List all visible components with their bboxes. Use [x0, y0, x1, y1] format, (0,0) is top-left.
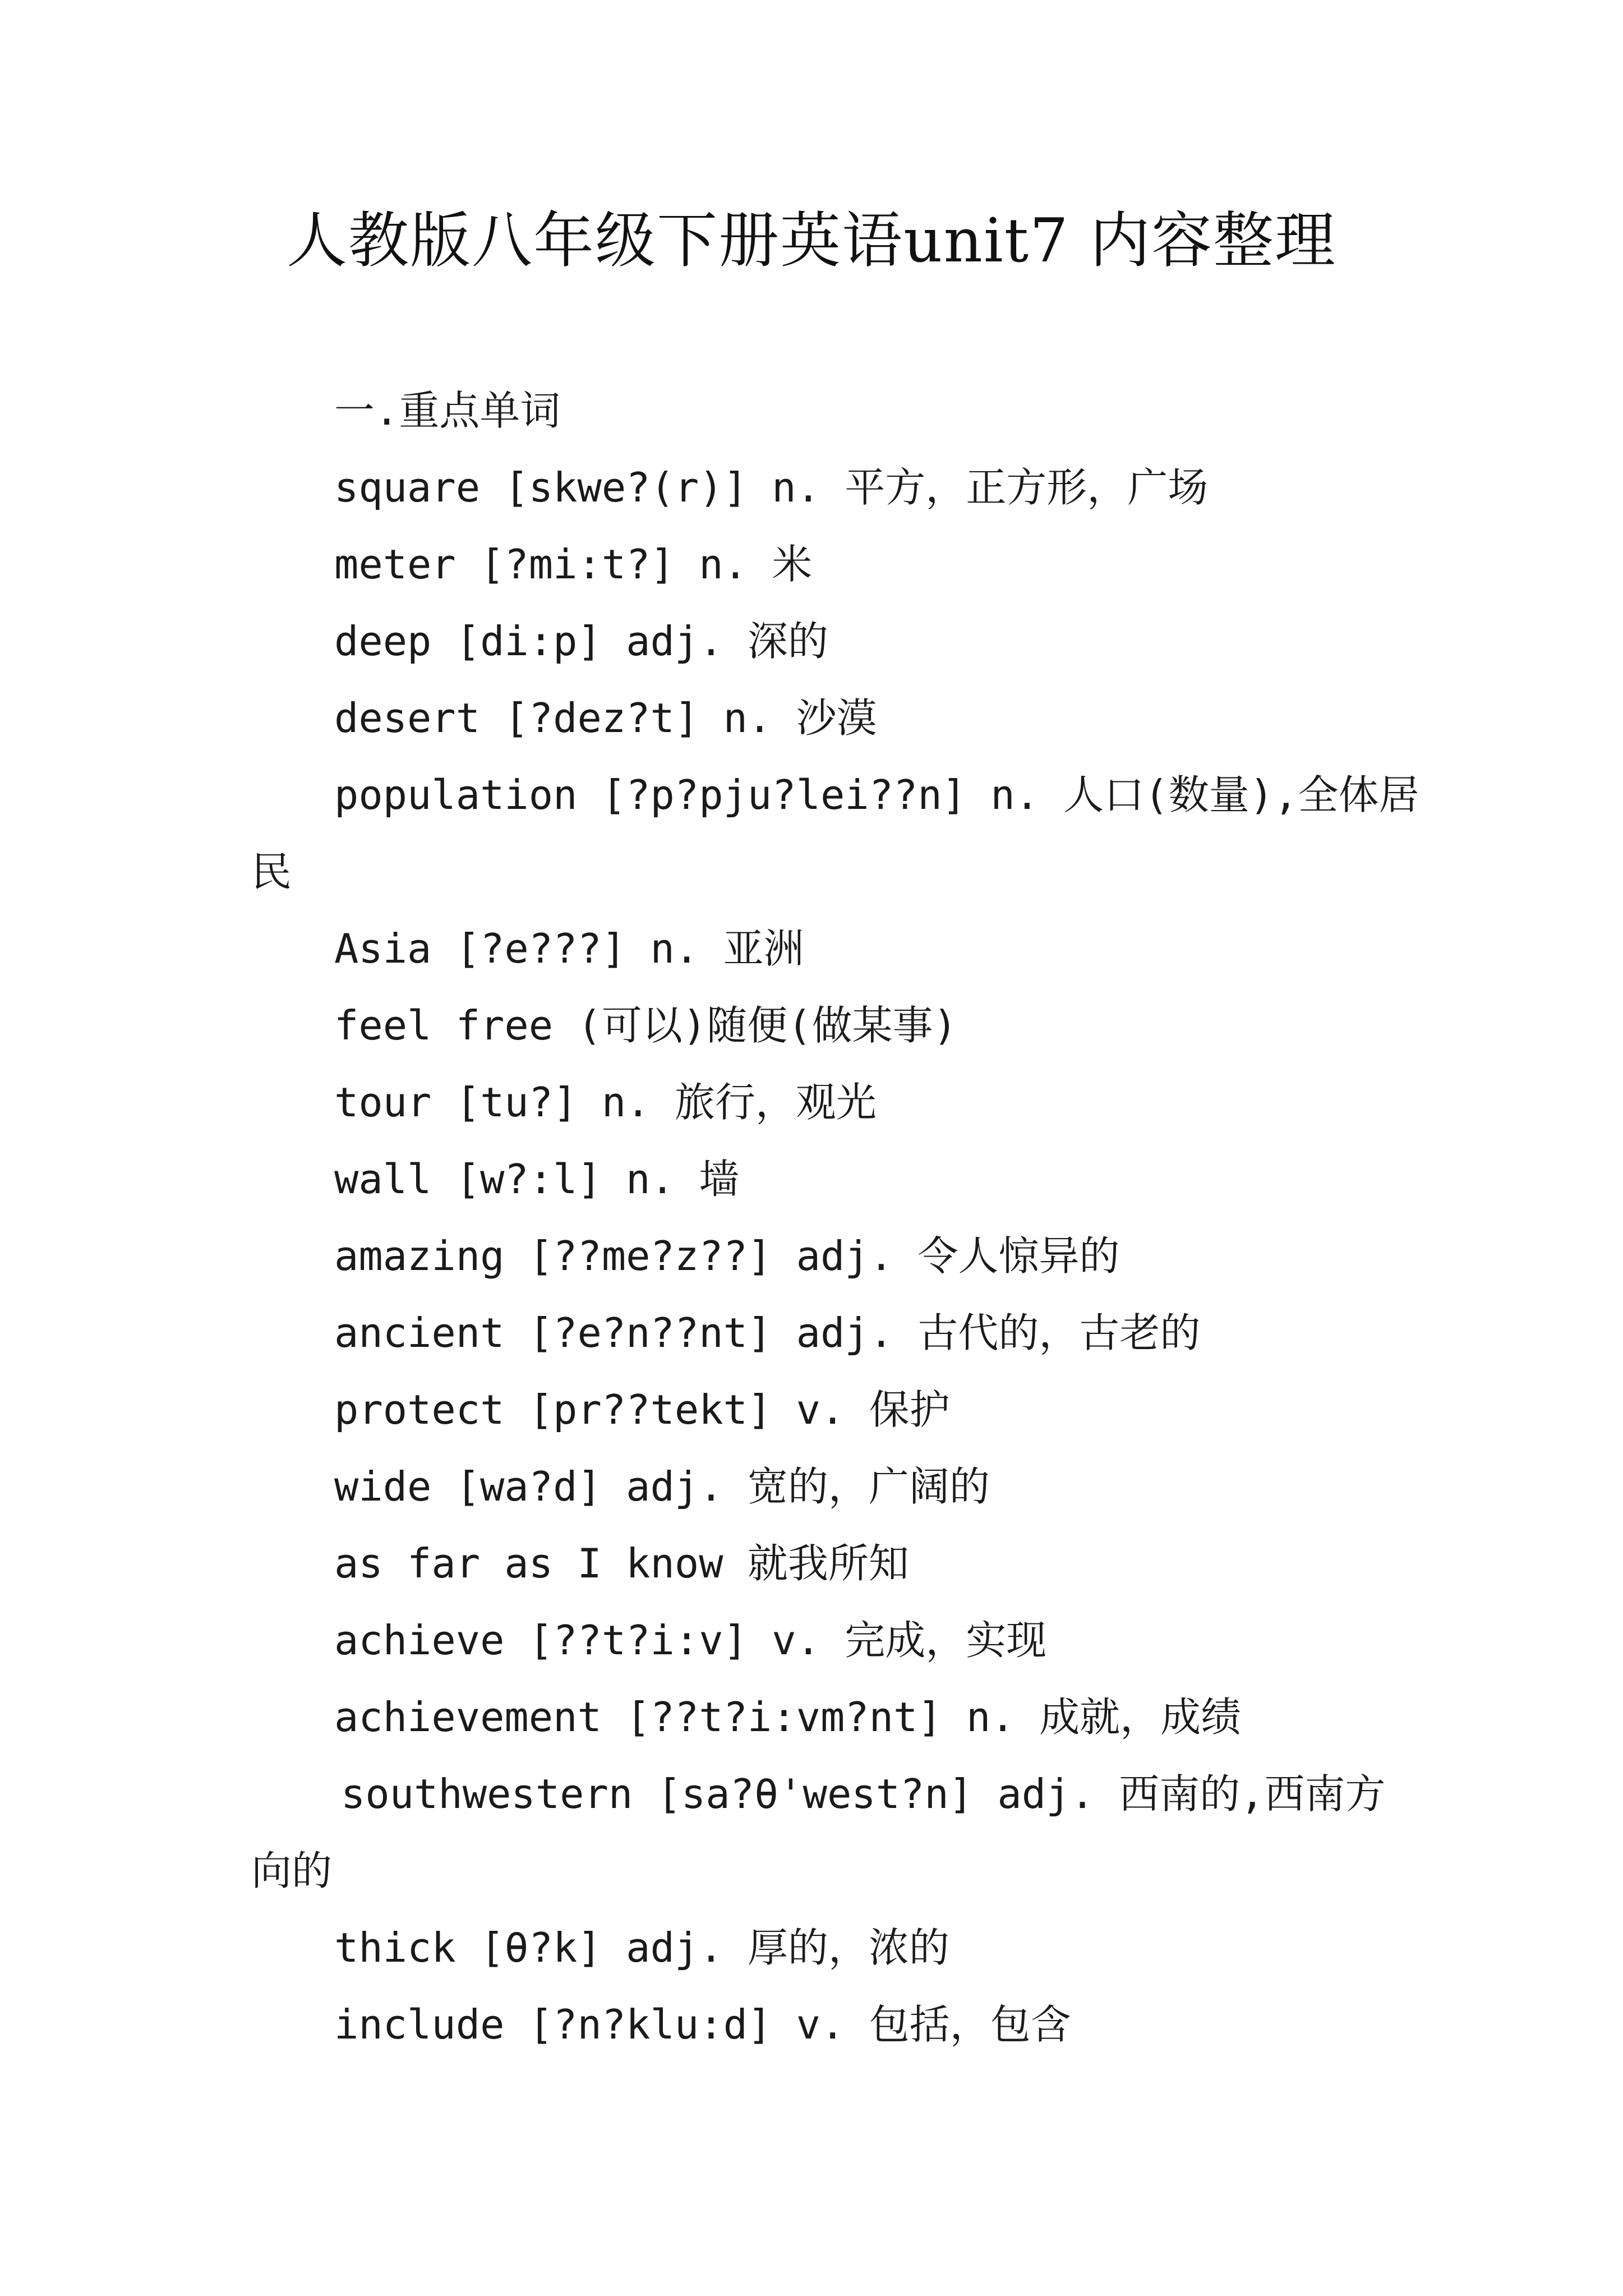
vocab-entry-include: include [?n?klu:d] v. 包括，包含 — [334, 2001, 1071, 2048]
vocab-entry-meter: meter [?mi:t?] n. 米 — [334, 541, 813, 588]
vocab-entry-southwestern: southwestern [sa?θ'west?n] adj. 西南的,西南方 — [341, 1770, 1386, 1818]
vocab-entry-population: population [?p?pju?lei??n] n. 人口(数量),全体居 — [334, 771, 1419, 818]
vocabulary-list — [251, 372, 1419, 2063]
vocab-entry-wide: wide [wa?d] adj. 宽的，广阔的 — [334, 1463, 990, 1510]
vocab-entry-southwestern-continued: 向的 — [251, 1847, 333, 1894]
vocab-entry-achievement: achievement [??t?i:vm?nt] n. 成就，成绩 — [334, 1694, 1242, 1741]
page-title: 人教版八年级下册英语unit7 内容整理 — [286, 206, 1337, 276]
vocab-entry-tour: tour [tu?] n. 旅行，观光 — [334, 1079, 877, 1126]
vocab-entry-achieve: achieve [??t?i:v] v. 完成，实现 — [334, 1617, 1047, 1664]
vocab-entry-amazing: amazing [??me?z??] adj. 令人惊异的 — [334, 1232, 1120, 1280]
vocab-entry-protect: protect [pr??tekt] v. 保护 — [334, 1386, 950, 1433]
vocab-entry-as-far-as-i-know: as far as I know 就我所知 — [334, 1540, 909, 1587]
vocab-entry-ancient: ancient [?e?n??nt] adj. 古代的，古老的 — [334, 1309, 1201, 1356]
vocab-entry-feel-free: feel free (可以)随便(做某事) — [334, 1002, 957, 1049]
vocab-entry-wall: wall [w?:l] n. 墙 — [334, 1156, 740, 1203]
vocab-entry-square: square [skwe?(r)] n. 平方，正方形，广场 — [334, 464, 1209, 511]
vocab-entry-deep: deep [di:p] adj. 深的 — [334, 618, 828, 665]
section-heading: 一.重点单词 — [334, 387, 561, 434]
vocab-entry-desert: desert [?dez?t] n. 沙漠 — [334, 694, 877, 742]
vocab-entry-population-continued: 民 — [251, 848, 292, 895]
vocab-entry-thick: thick [θ?k] adj. 厚的，浓的 — [334, 1924, 949, 1971]
vocab-entry-asia: Asia [?e???] n. 亚洲 — [334, 925, 804, 972]
